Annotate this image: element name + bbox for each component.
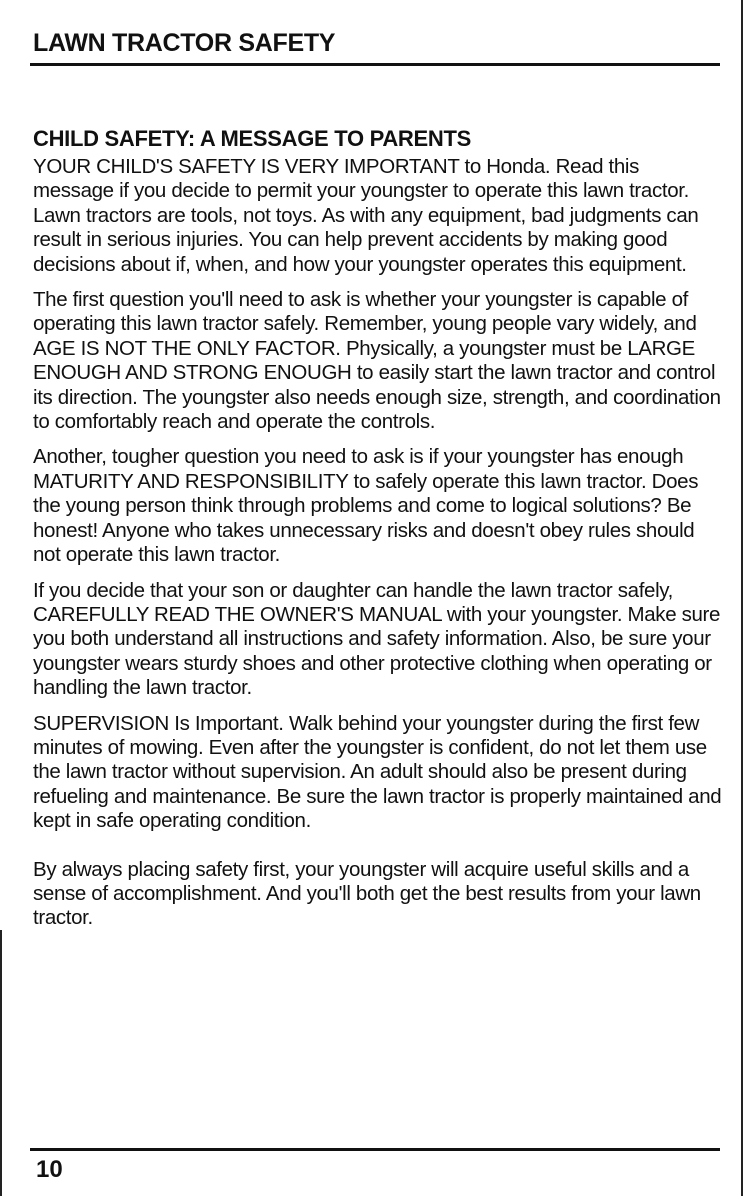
paragraph-intro: YOUR CHILD'S SAFETY IS VERY IMPORTANT to Honda. Read this message if you decide to permit your youngster to operate this lawn tractor. Lawn tractors are tools, not toys. As with any equipment, bad judgments can result in serious injuries. You can help prevent accidents by making good decisions about if, when, and how your youngster operates this equipment. [33, 155, 699, 276]
body-text [33, 155, 723, 942]
paragraph-owners-manual: If you decide that your son or daughter can handle the lawn tractor safely, CAREFULLY READ THE OWNER'S MANUAL with your youngster. Make sure you both understand all instructions and safety information. Also, be sure your youngster wears sturdy shoes and other protective clothing when operating or handling the lawn tractor. [33, 578, 721, 700]
paragraph-closing: By always placing safety first, your youngster will acquire useful skills and a sense of accomplishment. And you'll both get the best results from your lawn tractor. [33, 857, 701, 930]
section-heading: CHILD SAFETY: A MESSAGE TO PARENTS [33, 126, 471, 151]
page-edge-left [0, 930, 2, 1196]
header-rule [30, 63, 720, 66]
page-number: 10 [36, 1156, 63, 1183]
paragraph-capability: The first question you'll need to ask is whether your youngster is capable of operating this lawn tractor safely. Remember, young people vary widely, and AGE IS NOT THE ONLY FACTOR. Physically, a youngster must be LARGE ENOUGH AND STRONG ENOUGH to easily start the lawn tractor and control its direction. The youngster also needs enough size, strength, and coordination to comfortably reach and operate the controls. [33, 288, 721, 434]
footer-rule [30, 1148, 720, 1151]
page-edge-right [741, 0, 743, 1196]
header-title: LAWN TRACTOR SAFETY [33, 29, 336, 57]
paragraph-maturity: Another, tougher question you need to ask is if your youngster has enough MATURITY AND RESPONSIBILITY to safely operate this lawn tractor. Does the young person think through problems and come to logical solutions? Be honest! Anyone who takes unnecessary risks and doesn't obey rules should not operate this lawn tractor. [33, 445, 699, 567]
paragraph-supervision: SUPERVISION Is Important. Walk behind your youngster during the first few minutes of mowing. Even after the youngster is confident, do not let them use the lawn tractor without supervision. An adult should also be present during refueling and maintenance. Be sure the lawn tractor is properly maintained and kept in safe operating condition. [33, 711, 722, 833]
